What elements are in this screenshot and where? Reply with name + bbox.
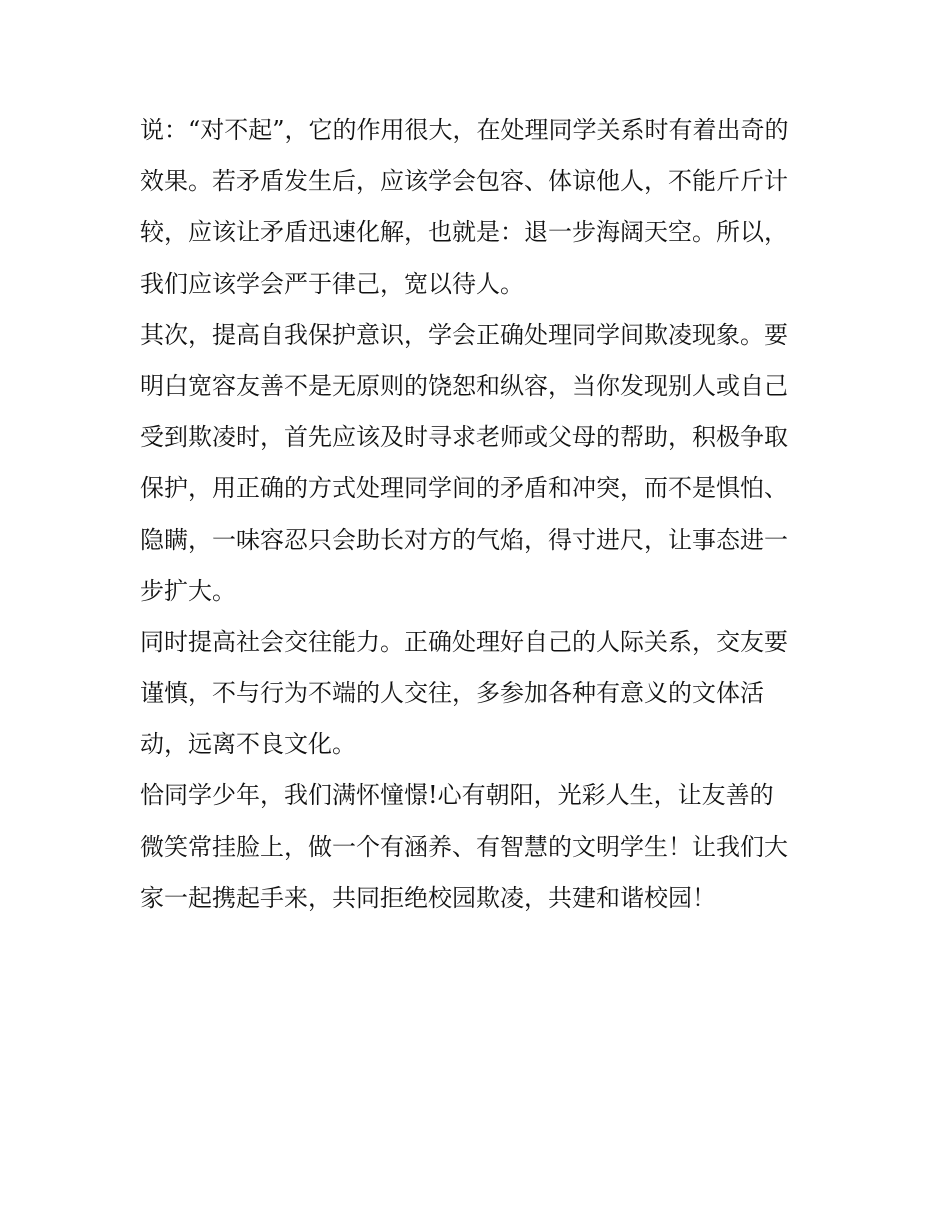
text-line: 较，应该让矛盾迅速化解，也就是：退一步海阔天空。所以， — [140, 218, 788, 247]
text-line: 动，远离不良文化。 — [140, 730, 356, 759]
text-line: 家一起携起手来，共同拒绝校园欺凌，共建和谐校园！ — [140, 883, 716, 912]
text-line: 其次，提高自我保护意识，学会正确处理同学间欺凌现象。要 — [140, 320, 788, 349]
text-line: 效果。若矛盾发生后，应该学会包容、体谅他人，不能斤斤计 — [140, 167, 788, 196]
text-line: 保护，用正确的方式处理同学间的矛盾和冲突，而不是惧怕、 — [140, 474, 788, 503]
text-line: 步扩大。 — [140, 576, 236, 605]
text-line: 说：“对不起”，它的作用很大，在处理同学关系时有着出奇的 — [140, 116, 789, 144]
text-line: 谨慎，不与行为不端的人交往，多参加各种有意义的文体活 — [140, 679, 764, 708]
text-line: 受到欺凌时，首先应该及时寻求老师或父母的帮助，积极争取 — [140, 423, 788, 452]
text-line: 明白宽容友善不是无原则的饶恕和纵容，当你发现别人或自己 — [140, 371, 788, 400]
text-line: 微笑常挂脸上，做一个有涵养、有智慧的文明学生！让我们大 — [140, 832, 788, 861]
document-body — [140, 108, 820, 927]
text-line: 同时提高社会交往能力。正确处理好自己的人际关系，交友要 — [140, 627, 788, 656]
text-line: 隐瞒，一味容忍只会助长对方的气焰，得寸进尺，让事态进一 — [140, 525, 788, 554]
text-line: 我们应该学会严于律己，宽以待人。 — [140, 269, 524, 298]
text-line: 恰同学少年，我们满怀憧憬!心有朝阳，光彩人生，让友善的 — [140, 781, 774, 810]
